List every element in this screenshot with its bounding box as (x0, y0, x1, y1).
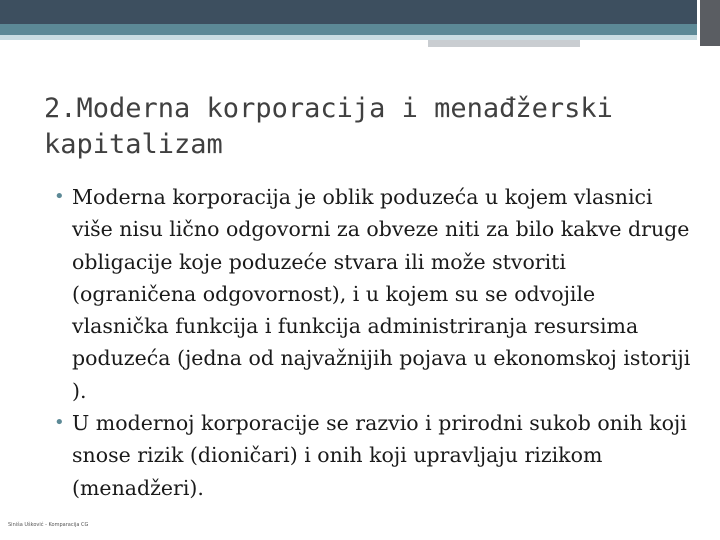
header-bar-light (0, 35, 697, 40)
header-bar-teal (0, 24, 697, 35)
header-bar-dark (0, 0, 697, 24)
bullet-list (52, 181, 692, 504)
slide-title: 2.Moderna korporacija i menađžerski kapitalizam (44, 93, 613, 160)
slide-footer: Siniša Ušković - Komparacija CG (8, 522, 89, 528)
bullet-text: U modernoj korporacije se razvio i prirodni sukob onih koji snose rizik (dioničari) i onih koji upravljaju rizikom (menadžeri). (72, 411, 687, 500)
bullet-text: Moderna korporacija je oblik poduzeća u kojem vlasnici više nisu lično odgovorni za obveze niti za bilo kakve druge obligacije koje poduzeće stvara ili može stvoriti (ograničena odgovornost), i u kojem su se odvojile vlasnička funkcija i funkcija administriranja resursima poduzeća (jedna od najvažnijih pojava u ekonomskoj istoriji ). (72, 185, 691, 403)
bullet-icon: • (54, 186, 65, 207)
bullet-item (52, 407, 692, 504)
header-tab-accent (428, 40, 580, 47)
bullet-icon: • (54, 412, 65, 434)
bullet-item (52, 181, 692, 407)
header-corner-block (700, 0, 720, 46)
